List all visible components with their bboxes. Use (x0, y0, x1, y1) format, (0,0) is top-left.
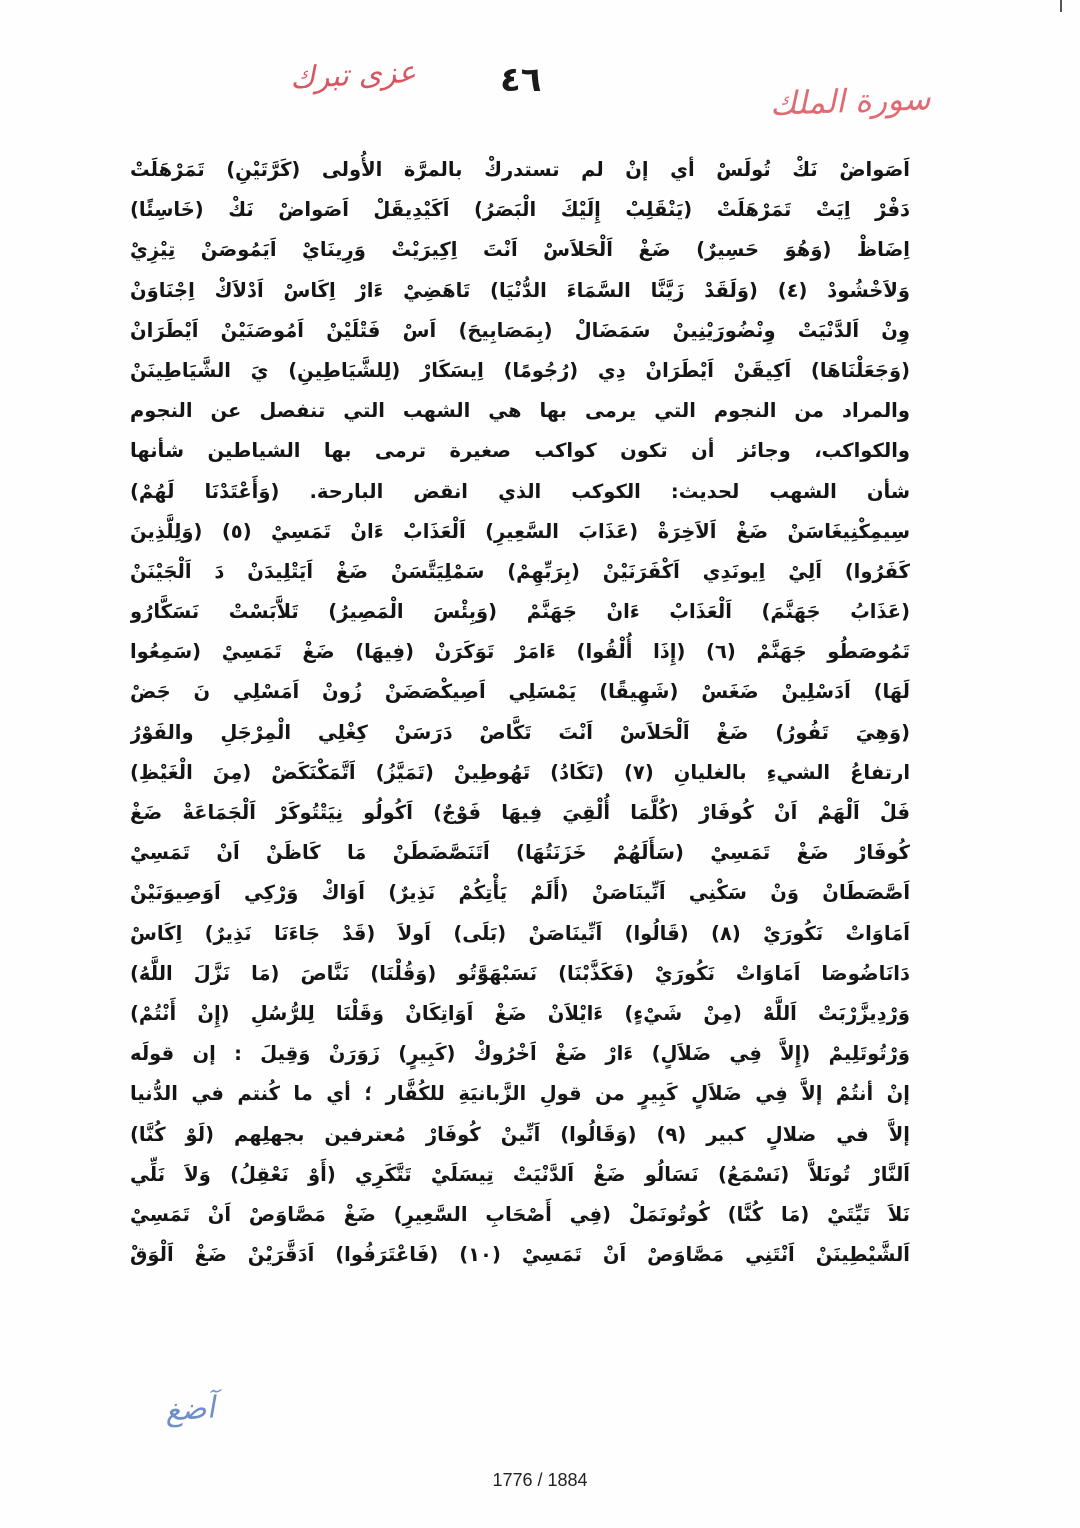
text-line: شأن الشهب لحديث: الكوكب الذي انقض البارحة. (وَأَعْتَدْنَا لَهُمْ) (130, 479, 910, 503)
text-line: والكواكب، وجائز أن تكون كواكب صغيرة ترمى بها الشياطين شأنها (130, 439, 910, 463)
text-line: اَصَواضْ نَكْ تُولَسْ أي إنْ لم تستدركْ بالمرَّة الأُولى (كَرَّتَيْنِ) تَمَرْهَلَتْ (130, 158, 910, 181)
body-text (130, 150, 910, 1275)
text-line: إنْ أنتُمْ إلاَّ فِي ضَلاَلٍ كَبِيرٍ من قولِ الزَّبانيَةِ للكُفَّار ؛ أي ما كُنتم في الدُّنيا (130, 1082, 910, 1106)
page-counter: 1776 / 1884 (492, 1470, 588, 1490)
text-line: (عَذَابُ جَهَنَّمَ) اَلْعَذَابْ ءَانْ جَهَنَّمْ (وَبِئْسَ الْمَصِيرُ) تَلاَّبَسْتْ نَسَكَّارُو (130, 600, 910, 624)
text-line: والمراد من النجوم التي يرمى بها هي الشهب التي تنفصل عن النجوم (130, 399, 910, 423)
handwritten-note-left: عزى تبرك (289, 54, 417, 97)
text-line: (وَهِيَ تَفُورُ) ضَغْ اَلْحَلاَسْ اَنْتَ تَكَّاصْ دَرَسَنْ كِغْلِي الْمِرْجَلِ والفَوْرُ (130, 720, 910, 744)
text-line: لَهَا) اَدَسْلِينْ ضَغَسْ (شَهِيقًا) يَمْسَلِي اَصِيكْصَضَنْ زُونْ اَمَسْلِي نَ جَضْ (130, 680, 910, 704)
text-line: فَلْ اَلْهَمْ اَنْ كُوفَارْ (كُلَّمَا أُلْقِيَ فِيهَا فَوْجٌ) اَكُولُو نِيَتْتُوكَرْ اَلْجَمَاعَةْ ضَغْ (130, 801, 910, 824)
text-line: وِنْ اَلدَّنْيَتْ وِنْضُورَيْنِينْ سَمَضَالْ (بِمَصَابِيحَ) اَسْ فَتْلَيْنْ اَمُوصَنَيْنْ اَيْطَرَانْ (130, 318, 910, 342)
text-line: وَرْدِيزَّرْبَتْ اَللَّهْ (مِنْ شَيْءٍ) ءَايْلاَنْ ضَغْ اَوَاتِكَانْ وَقَلْنَا لِلرُّسُلِ (إِنْ أَنْتُمْ) (130, 1001, 910, 1025)
text-line: سِيمِكْنِيغَاسَنْ ضَغْ اَلاَخِرَةْ (عَذَابَ السَّعِيرِ) اَلْعَذَابْ ءَانْ تَمَسِيْ (٥) (وَلِلَّذِينَ (130, 519, 910, 543)
text-line: (وَجَعَلْنَاهَا) اَكِيقَنْ اَيْطَرَانْ دِي (رُجُومًا) اِيسَكَارْ (لِلشَّيَاطِينِ) يَ الشَّيَاطِينَنْ (130, 358, 910, 382)
text-line: كَفَرُوا) اَلِيْ اِيونَدِي اَكْفَرَنَيْنْ (بِرَبِّهِمْ) سَمْلِيَتَّسَنْ ضَغْ اَيَتْلِيدَنْ دَ اَلْجَيْنَنْ (130, 559, 910, 583)
text-line: اَصَّصَطَانْ وَنْ سَكْنِي اَنِّينَاصَنْ (أَلَمْ يَأْتِكُمْ نَذِيرٌ) اَوَاكْ وَرْكِي اَوَصِيوَنَيْنْ (130, 881, 910, 905)
handwritten-note-right: سورة الملك (768, 79, 931, 123)
text-line: كُوفَارْ ضَغْ تَمَسِيْ (سَأَلَهُمْ خَزَنَتُهَا) اَتَنَصَّضَطَنْ مَا كَاظَنْ اَنْ تَمَسِيْ (130, 841, 910, 865)
text-line: نَلاَ تَيِّتَيْ (مَا كُنَّا) كُوتُونَمَلْ (فِي أَصْحَابِ السَّعِيرِ) ضَغْ مَصَّاوَصْ اَنْ تَمَسِيْ (130, 1202, 910, 1226)
text-line: ارتفاعُ الشيءِ بالغليانِ (٧) (تَكَادُ) تَهُوطِينْ (تَمَيَّزُ) اَتَّمَكْنَكَضْ (مِنَ الْغَيْظِ) (130, 760, 910, 784)
text-line: وَلاَخْشُودْ (٤) (وَلَقَدْ زَيَّنَّا السَّمَاءَ الدُّنْيَا) تَاهَضِيْ ءَارْ اِكَاسْ اَدْلاَكْ اِجْنَاوَنْ (130, 278, 910, 302)
text-line: اِضَاظْ (وَهُوَ حَسِيرٌ) ضَغْ اَلْحَلاَسْ اَنْتَ اِكِيرَيْتْ وَرِينَايْ اَيَمُوصَنْ تِيْزِيْ (130, 238, 910, 262)
handwritten-note-bottom: آضغ (163, 1390, 216, 1429)
text-line: وَرْتُوتَلِيمْ (إِلاَّ فِي ضَلاَلٍ) ءَارْ ضَغْ اَخْرُوكْ (كَبِيرٍ) زَوَرَنْ وَقِيلَ : إن قولَه (130, 1042, 910, 1066)
text-line: اَلنَّارْ تُونَلاَّ (نَسْمَعُ) نَسَالُو ضَغْ اَلدَّنْيَتْ تِيسَلَيْ تَتَّكَرِي (أَوْ نَعْقِلُ) وَلاَ نَلِّي (130, 1162, 910, 1186)
text-line: دَانَاضُوصَا اَمَاوَاتْ نَكُورَيْ (فَكَذَّبْنَا) نَسَبْهَوَّتُو (وَقُلْنَا) نَنَّاصَ (مَا نَزَّلَ اللَّهُ) (130, 961, 910, 985)
text-line: اَلشَّيْطِينَنْ اَنْتَنِي مَصَّاوَصْ اَنْ تَمَسِيْ (١٠) (فَاعْتَرَفُوا) اَدَقَّرَيْنْ ضَغْ اَلْوَقْ (130, 1243, 910, 1267)
text-line: تَمُوصَطُو جَهَنَّمْ (٦) (إِذَا أُلْقُوا) ءَامَرْ تَوَكَرَنْ (فِيهَا) ضَغْ تَمَسِيْ (سَمِعُوا (130, 640, 910, 664)
page-number: ٤٦ (500, 60, 542, 100)
scan-edge-mark (1060, 0, 1062, 12)
text-line: دَفْرْ اِيَتْ تَمَرْهَلَتْ (يَنْقَلِبْ إِلَيْكَ الْبَصَرُ) اَكَيْدِيقَلْ اَصَواضْ نَكْ (خَاسِئًا) (130, 198, 910, 222)
text-line: إلاَّ في ضلالٍ كبير (٩) (وَقَالُوا) اَنِّينْ كُوفَارْ مُعترفين بجهلِهم (لَوْ كُنَّا) (130, 1122, 910, 1146)
text-line: اَمَاوَاتْ نَكُورَيْ (٨) (قَالُوا) اَنِّينَاصَنْ (بَلَى) اَولاَ (قَدْ جَاءَنَا نَذِيرٌ) اِكَاسْ (130, 921, 910, 945)
